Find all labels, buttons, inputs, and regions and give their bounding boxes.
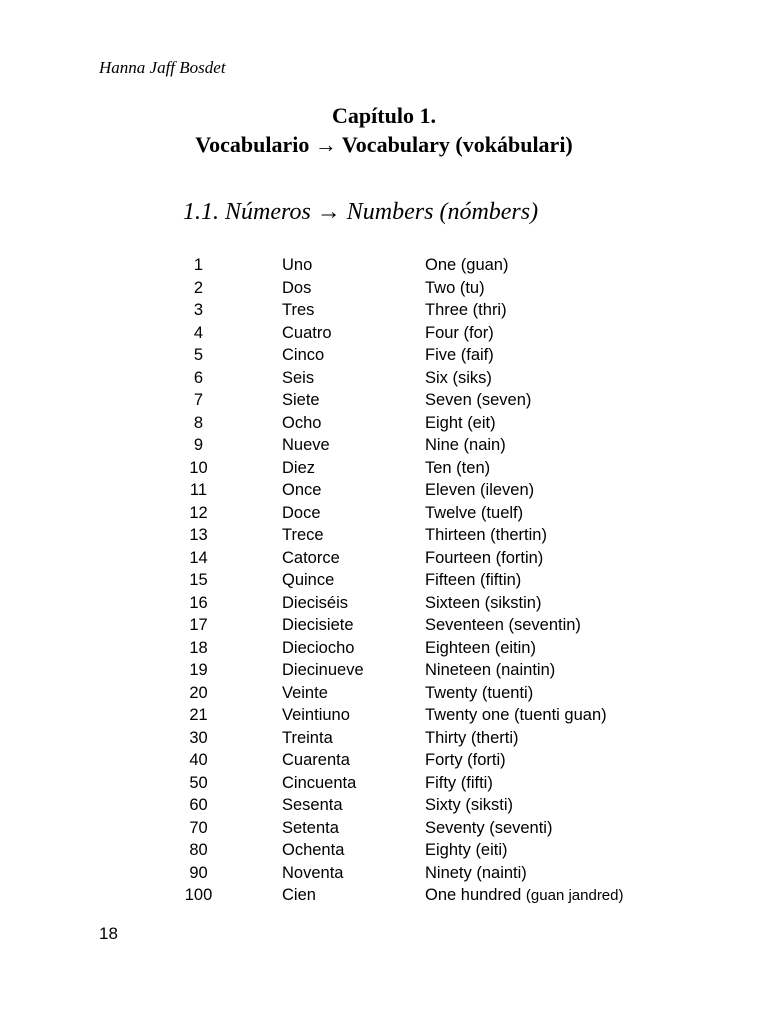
english-word <box>425 884 624 908</box>
spanish-word: Uno <box>282 256 313 274</box>
spanish-word: Tres <box>282 301 315 319</box>
english-word: Five (faif) <box>425 346 494 364</box>
english-word: Six (siks) <box>425 368 492 387</box>
spanish-word: Nueve <box>282 436 330 454</box>
spanish-word: Seis <box>282 368 315 387</box>
number-digit: 19 <box>189 661 208 679</box>
number-digit: 14 <box>189 548 208 567</box>
spanish-word: Cuatro <box>282 323 332 342</box>
spanish-word: Ochenta <box>282 841 345 859</box>
number-digit: 2 <box>193 278 204 297</box>
english-word: Eleven (ileven) <box>425 481 535 499</box>
english-word: Eighteen (eitin) <box>425 638 536 657</box>
number-digit: 21 <box>189 706 208 724</box>
english-word: Fifty (fifti) <box>425 773 493 792</box>
number-digit: 5 <box>193 346 204 364</box>
english-word: Two (tu) <box>425 278 485 297</box>
spanish-word: Catorce <box>282 548 340 567</box>
number-digit: 100 <box>184 886 213 904</box>
chapter-title-line-2: Vocabulario → Vocabulary (vokábulari) <box>195 132 573 157</box>
number-digit: 80 <box>189 841 208 859</box>
number-digit: 6 <box>193 368 204 387</box>
number-digit: 3 <box>193 301 204 319</box>
number-digit: 30 <box>189 728 208 747</box>
english-word: Eighty (eiti) <box>425 841 508 859</box>
english-word: Thirty (therti) <box>425 728 519 747</box>
number-digit: 1 <box>193 256 204 274</box>
english-word: Sixty (siksti) <box>425 796 513 814</box>
number-digit: 60 <box>189 796 208 814</box>
number-digit: 11 <box>189 481 208 499</box>
section-title: 1.1. Números → Numbers (nómbers) <box>183 199 539 225</box>
chapter-title-line-1: Capítulo 1. <box>332 103 436 128</box>
spanish-word: Diecinueve <box>282 661 364 679</box>
english-word: Three (thri) <box>425 301 507 319</box>
spanish-word: Cuarenta <box>282 751 350 769</box>
number-digit: 18 <box>189 638 208 657</box>
spanish-word: Ocho <box>282 413 322 432</box>
spanish-word: Cincuenta <box>282 773 357 792</box>
spanish-word: Doce <box>282 503 321 522</box>
english-word: Nine (nain) <box>425 436 506 454</box>
english-word: Seven (seven) <box>425 391 532 409</box>
spanish-word: Setenta <box>282 818 339 837</box>
number-digit: 10 <box>189 458 208 477</box>
english-word: Thirteen (thertin) <box>425 526 547 544</box>
spanish-word: Cien <box>282 886 316 904</box>
spanish-word: Once <box>282 481 322 499</box>
english-word: Fourteen (fortin) <box>425 548 544 567</box>
number-digit: 13 <box>189 526 208 544</box>
english-word: Nineteen (naintin) <box>425 661 556 679</box>
number-digit: 8 <box>193 413 204 432</box>
chapter-title <box>0 101 768 159</box>
spanish-word: Veintiuno <box>282 706 350 724</box>
english-word: Ten (ten) <box>425 458 491 477</box>
number-digit: 9 <box>193 436 204 454</box>
english-word: Fifteen (fiftin) <box>425 571 522 589</box>
english-word: Ninety (nainti) <box>425 863 527 882</box>
english-pronunciation: (guan jandred) <box>525 887 624 904</box>
english-word: One (guan) <box>425 256 509 274</box>
english-word: Sixteen (sikstin) <box>425 593 542 612</box>
english-word: Twelve (tuelf) <box>425 503 524 522</box>
spanish-word: Cinco <box>282 346 325 364</box>
english-word: Eight (eit) <box>425 413 496 432</box>
spanish-word: Trece <box>282 526 324 544</box>
spanish-word: Dieciocho <box>282 638 355 657</box>
number-digit: 50 <box>189 773 208 792</box>
english-word: Seventeen (seventin) <box>425 616 581 634</box>
number-digit: 16 <box>189 593 208 612</box>
page-number: 18 <box>99 924 118 943</box>
english-word: Four (for) <box>425 323 494 342</box>
english-word: Seventy (seventi) <box>425 818 553 837</box>
spanish-word: Treinta <box>282 728 333 747</box>
spanish-word: Dieciséis <box>282 593 349 612</box>
english-word: Forty (forti) <box>425 751 506 769</box>
author-header: Hanna Jaff Bosdet <box>99 58 226 77</box>
english-word-main: One hundred <box>425 886 522 904</box>
spanish-word: Noventa <box>282 863 344 882</box>
spanish-word: Diez <box>282 458 316 477</box>
number-digit: 7 <box>193 391 204 409</box>
number-digit: 4 <box>193 323 204 342</box>
spanish-word: Dos <box>282 278 312 297</box>
number-digit: 40 <box>189 751 208 769</box>
spanish-word: Siete <box>282 391 320 409</box>
spanish-word: Quince <box>282 571 335 589</box>
spanish-word: Veinte <box>282 683 328 702</box>
english-word: Twenty (tuenti) <box>425 683 534 702</box>
english-word: Twenty one (tuenti guan) <box>425 706 607 724</box>
spanish-word: Sesenta <box>282 796 343 814</box>
number-digit: 90 <box>189 863 208 882</box>
number-digit: 15 <box>189 571 208 589</box>
number-digit: 70 <box>189 818 208 837</box>
number-digit: 20 <box>189 683 208 702</box>
number-digit: 12 <box>189 503 208 522</box>
spanish-word: Diecisiete <box>282 616 354 634</box>
number-digit: 17 <box>189 616 208 634</box>
